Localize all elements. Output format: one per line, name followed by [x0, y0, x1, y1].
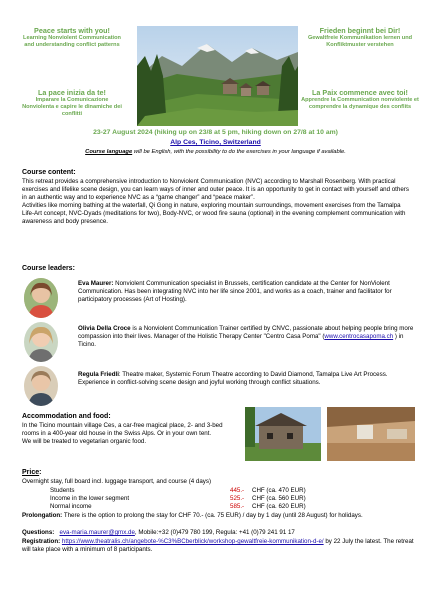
accommodation-food: We will be treated to vegetarian organic food.: [22, 438, 147, 445]
regula-friedli-name: Regula Friedli: [78, 371, 119, 378]
price-row-detail: CHF (ca. 620 EUR): [252, 503, 306, 510]
questions-text: , Mobile:+32 (0)479 780 199, Regula: +41 (0)79 241 91 17: [134, 529, 295, 536]
price-heading-label: Price: [22, 469, 40, 476]
header-fr: [300, 88, 420, 111]
price-row-detail: CHF (ca. 470 EUR): [252, 487, 306, 494]
questions-email-link[interactable]: eva-maria.maurer@gmx.de: [59, 529, 135, 536]
registration-text: by 22 July the latest. The retreat will take place with a minimum of 8 participants.: [22, 538, 414, 553]
course-content-paragraph-2: Activities like morning bathing at the waterfall, Qi Gong in nature, exploring mountain surroundings, movement exercises from the Tamalpa Life-Art concept, NVC-Dyads (meditations for two), Body-NVC, or wood fire sauna (optional) in the evening complement communication with awareness and body presence.: [22, 202, 406, 225]
price-row-chf: 445.-: [230, 487, 245, 494]
regula-friedli-photo: [24, 366, 58, 406]
price-intro: Overnight stay, full board incl. luggage transport, and course (4 days): [22, 478, 212, 485]
eva-maurer-text: Nonviolent Communication specialist in Brussels, certification candidate at the Center for NonViolent Communication. Has been integrating NVC into her life since 2001, and works as a coach, trainer and facilitator for participatory processes (Art of Hosting).: [78, 280, 392, 303]
price-table: [50, 487, 350, 511]
regula-friedli-text: : Theatre maker, Systemic Forum Theatre according to David Diamond, Tamalpa Live Art Process. Experience in conflict-solving scene design and joyful working through conflict situations.: [78, 371, 388, 386]
questions: Questions: eva-maria.maurer@gmx.de, Mobile:+32 (0)479 780 199, Regula: +41 (0)79 241 91 17: [22, 529, 295, 536]
header-en-title: Peace starts with you!: [34, 26, 110, 35]
course-content-body: [22, 178, 414, 226]
eva-maurer-name: Eva Maurer:: [78, 280, 114, 287]
price-row-lower-income: [50, 495, 350, 503]
price-row-normal-income: [50, 503, 350, 511]
olivia-della-croce-name: Olivia Della Croce: [78, 325, 131, 332]
course-language-text: will be English, with the possibility to do the exercises in your language if available.: [132, 149, 346, 155]
header-it: [22, 88, 122, 119]
olivia-della-croce-photo: [24, 322, 58, 362]
course-leaders-heading: Course leaders:: [22, 265, 75, 272]
course-dates: 23-27 August 2024 (hiking up on 23/8 at 5 pm, hiking down on 27/8 at 10 am): [93, 129, 338, 136]
header-en: [22, 26, 122, 49]
prolongation-label: Prolongation:: [22, 512, 63, 519]
price-row-chf: 525.-: [230, 495, 245, 502]
registration: [22, 538, 414, 554]
registration-link[interactable]: https://www.theatralis.ch/angebote-%C3%BCberblick/workshop-gewaltfreie-kommunikation-d-e/: [61, 538, 324, 545]
price-heading: [22, 469, 41, 476]
header-fr-subtitle: Apprendre la Communication nonviolente et comprendre la dynamique des conflits: [301, 97, 419, 111]
eva-maurer-bio: [78, 280, 414, 304]
price-heading-colon: :: [39, 469, 42, 476]
accommodation-text: In the Ticino mountain village Ces, a car-free magical place, 2- and 3-bed rooms in a 400-year old house in the Swiss Alps. Or in your own tent.: [22, 422, 223, 437]
price-row-label: Students: [50, 487, 75, 494]
header-de-title: Frieden beginnt bei Dir!: [319, 26, 401, 35]
course-content-heading: Course content:: [22, 169, 76, 176]
header-it-title: La pace inizia da te!: [38, 88, 106, 97]
centro-casa-poma-link[interactable]: www.centrocasapoma.ch: [324, 333, 394, 340]
accommodation-body: [22, 422, 234, 446]
house-photo: [245, 407, 321, 461]
location-link[interactable]: Alp Ces, Ticino, Switzerland: [170, 139, 261, 146]
accommodation-heading: Accommodation and food:: [22, 413, 111, 420]
price-row-detail: CHF (ca. 560 EUR): [252, 495, 306, 502]
header-en-subtitle: Learning Nonviolent Communication and understanding conflict patterns: [23, 35, 121, 49]
eva-maurer-photo: [24, 278, 58, 318]
room-photo: [327, 407, 415, 461]
regula-friedli-bio: [78, 371, 414, 387]
header-de-subtitle: Gewaltfreie Kommunikation lernen und Konfliktmuster verstehen: [307, 35, 413, 49]
questions-label: Questions: [22, 529, 53, 536]
header-it-subtitle: Imparare la Comunicazione Nonviolenta e capire le dinamiche dei conflitti: [22, 97, 122, 118]
prolongation-text: There is the option to prolong the stay for CHF 70.- (ca. 75 EUR) / day by 1 day (until 28 August) for holidays.: [62, 512, 363, 519]
course-language-label: Course language: [85, 149, 133, 155]
prolongation: [22, 512, 414, 520]
olivia-della-croce-text: is a Nonviolent Communication Trainer certified by CNVC, passionate about helping people bring more compassion into their lives. Manager of the Holistic Therapy Center "Centro Casa Poma" (: [78, 325, 414, 340]
course-location: [20, 138, 411, 147]
olivia-della-croce-bio: [78, 325, 414, 349]
course-content-paragraph-1: This retreat provides a comprehensive introduction to Nonviolent Communication (NVC) according to Marshall Rosenberg. With practical exercises and lifelike scene design, you can learn ways of inner and outer peace. It is an opportunity to get in contact with yourself and others in an authentic way and to experience NVC as a “game changer” and “peace maker”.: [22, 178, 409, 201]
alp-landscape-photo: [137, 26, 298, 126]
price-row-label: Income in the lower segment: [50, 495, 130, 502]
course-language: [20, 148, 411, 156]
price-row-label: Normal income: [50, 503, 92, 510]
header-fr-title: La Paix commence avec toi!: [312, 88, 408, 97]
header-de: [300, 26, 420, 49]
price-row-chf: 585.-: [230, 503, 245, 510]
registration-label: Registration:: [22, 538, 61, 545]
price-row-students: [50, 487, 350, 495]
olivia-della-croce-tail: ) in Ticino.: [78, 333, 404, 348]
